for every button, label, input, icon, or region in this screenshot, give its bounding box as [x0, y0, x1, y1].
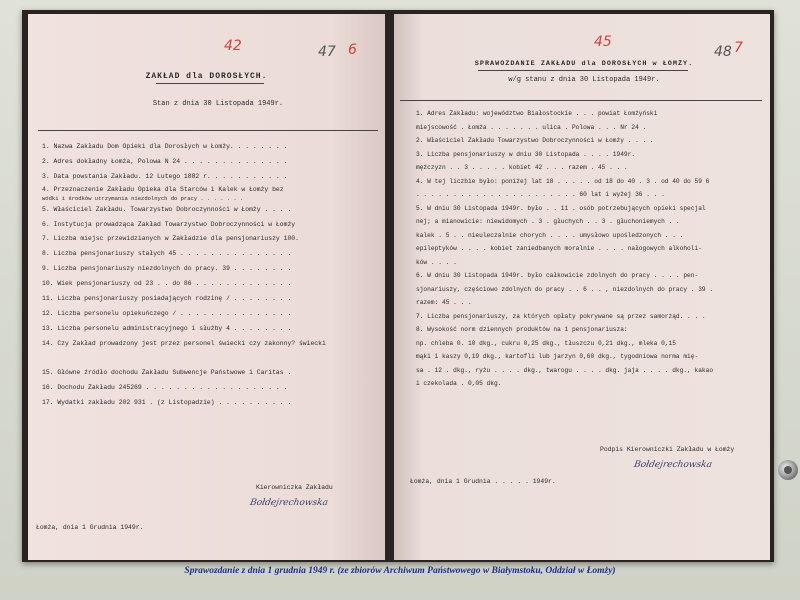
form-line: ków . . . .: [416, 258, 457, 266]
form-line: 3. Liczba pensjonariuszy w dniu 30 Listopada . . . . 1949r.: [416, 150, 636, 158]
form-line: [42, 352, 326, 367]
form-line: sa . 12 . dkg., ryżu . . . . dkg., twarogu . . . . dkg. jaja . . . . dkg., kakao: [416, 366, 714, 374]
left-form-items: [42, 140, 326, 411]
right-page-heading: SPRAWOZDANIE ZAKŁADU dla DOROSŁYCH w ŁOMŻY.: [474, 60, 694, 68]
right-signature: Bołdejrechowska: [633, 460, 713, 470]
right-page: [394, 14, 770, 560]
form-line: 8. Liczba pensjonariuszy stałych 45 . . . . . . . . . . . . . . .: [42, 250, 292, 258]
form-line: 2. Właściciel Zakładu Towarzystwo Dobroczynności w Łomży . . . .: [416, 137, 654, 144]
image-caption: Sprawozdanie z dnia 1 grudnia 1949 r. (ze zbiorów Archiwum Państwowego w Białymstoku, Oddział w Łomży): [184, 566, 616, 576]
form-line: 16. Dochodu Zakładu 245269 . . . . . . . . . . . . . . . . . . .: [42, 384, 288, 392]
form-line: 1. Adres Zakładu: województwo Białostockie . . . powiat Łomżyński: [416, 110, 658, 117]
right-top-rule: [400, 100, 762, 101]
form-line: np. chleba 0. 10 dkg., cukru 0,25 dkg., tłuszczu 0,21 dkg., mleka 0,15: [416, 339, 676, 347]
form-line: wódki i środków utrzymania niezdolnych do pracy . . . . . . .: [42, 194, 244, 202]
form-line: 1. Nazwa Zakładu Dom Opieki dla Dorosłych w Łomży. . . . . . . .: [42, 143, 288, 150]
right-red-archive-number: 45: [594, 34, 612, 50]
form-line: 15. Główne źródło dochodu Zakładu Subwencje Państwowe i Caritas .: [42, 369, 292, 377]
form-line: nej; a mianowicie: niewidomych . 3 . głuchych . . 3 . głuchoniemych . .: [416, 218, 680, 225]
right-state-date: w/g stanu z dnia 30 Listopada 1949r.: [508, 76, 660, 84]
form-line: mężczyzn . . 3 . . . . . kobiet 42 . . . razem . 45 . . .: [416, 164, 628, 171]
form-line: mąki i kaszy 0,19 dkg., kartofli lub jarzyn 0,60 dkg., tygodniowa norma mię-: [416, 353, 699, 360]
left-signature-title: Kierowniczka Zakładu: [256, 484, 333, 491]
form-line: 6. Instytucja prowadząca Zakład Towarzystwo Dobroczynności w Łomży: [42, 220, 296, 228]
form-line: sjonariuszy, częściowo zdolnych do pracy . . 6 . . , niezdolnych do pracy . 39 .: [416, 285, 714, 293]
form-line: kalek . 5 . . nieuleczalnie chorych . . . . umysłowo upośledzonych . . .: [416, 231, 684, 239]
form-line: 7. Liczba miejsc przewidzianych w Zakładzie dla pensjonariuszy 100.: [42, 235, 299, 243]
form-line: 4. W tej liczbie było: poniżej lat 18 . . . . . od 18 do 40 . 3 . od 40 do 59 6: [416, 177, 710, 185]
left-red-folio-number: 6: [348, 42, 357, 58]
right-footer-date: Łomża, dnia 1 Grudnia . . . . . 1949r.: [410, 478, 556, 485]
form-line: 11. Liczba pensjonariuszy posiadających rodzinę / . . . . . . . .: [42, 295, 292, 303]
form-line: 9. Liczba pensjonariuszy niezdolnych do pracy. 39 . . . . . . . .: [42, 265, 292, 273]
right-red-folio-number: 7: [734, 40, 743, 56]
right-pencil-folio-number: 48: [714, 44, 732, 60]
form-line: 14. Czy Zakład prowadzony jest przez personel świecki czy zakonny? świecki: [42, 339, 326, 347]
form-line: 6. W dniu 30 Listopada 1949r. było całkowicie zdolnych do pracy . . . . pen-: [416, 272, 699, 279]
form-line: 3. Data powstania Zakładu. 12 Lutego 1882 r. . . . . . . . . . .: [42, 172, 288, 180]
form-line: 4. Przeznaczenie Zakładu Opieka dla Starców i Kalek w Łomży bez: [42, 185, 284, 193]
form-line: 17. Wydatki zakładu 202 931 . (z Listopadzie) . . . . . . . . . .: [42, 399, 292, 407]
display-knob-center: [784, 466, 792, 474]
left-heading-underline: [156, 83, 264, 84]
left-state-date: Stan z dnia 30 Listopada 1949r.: [152, 100, 284, 108]
form-line: 12. Liczba personelu opiekuńczego / . . . . . . . . . . . . . . .: [42, 309, 292, 317]
left-page: [28, 14, 385, 560]
form-line: i czekolada . 0,05 dkg.: [416, 380, 502, 387]
left-signature: Bołdejrechowska: [249, 498, 329, 508]
form-line: . . . . . . . . . . . . . . . . . . . . . . 60 lat i wyżej 36 . . .: [416, 191, 665, 198]
left-pencil-folio-number: 47: [318, 44, 336, 60]
form-line: 5. Właściciel Zakładu. Towarzystwo Dobroczynności w Łomży . . . .: [42, 205, 292, 213]
form-line: 2. Adres dokładny Łomża, Polowa N 24 . . . . . . . . . . . . . .: [42, 157, 288, 165]
form-line: 13. Liczba personelu administracyjnego i służby 4 . . . . . . . .: [42, 324, 292, 332]
left-top-rule: [38, 130, 378, 131]
right-heading-underline: [478, 70, 688, 71]
form-line: miejscowość . Łomża . . . . . . . ulica . Polowa . . . Nr 24 .: [416, 123, 647, 131]
form-line: 5. W dniu 30 Listopada 1949r. było . . 11 . osób potrzebujących opieki specjal: [416, 204, 706, 212]
open-archive-book: [22, 10, 774, 562]
left-red-archive-number: 42: [224, 38, 242, 54]
form-line: 8. Wysokość norm dziennych produktów na 1 pensjonariusza:: [416, 326, 628, 333]
right-form-items: [416, 107, 713, 391]
right-signature-title: Podpis Kierowniczki Zakładu w Łomży: [600, 446, 735, 453]
form-line: razem: 45 . . .: [416, 299, 472, 306]
left-footer-date: Łomża, dnia 1 Grudnia 1949r.: [36, 524, 144, 531]
form-line: epileptyków . . . . kobiet zaniedbanych moralnie . . . . nałogowych alkoholi-: [416, 245, 702, 252]
left-page-heading: ZAKŁAD dla DOROSŁYCH.: [145, 72, 268, 81]
form-line: 7. Liczba pensjonariuszy, za których opłaty pokrywane są przez samorząd. . . .: [416, 312, 706, 320]
form-line: 10. Wiek pensjonariuszy od 23 . . do 86 . . . . . . . . . . . . .: [42, 280, 292, 288]
